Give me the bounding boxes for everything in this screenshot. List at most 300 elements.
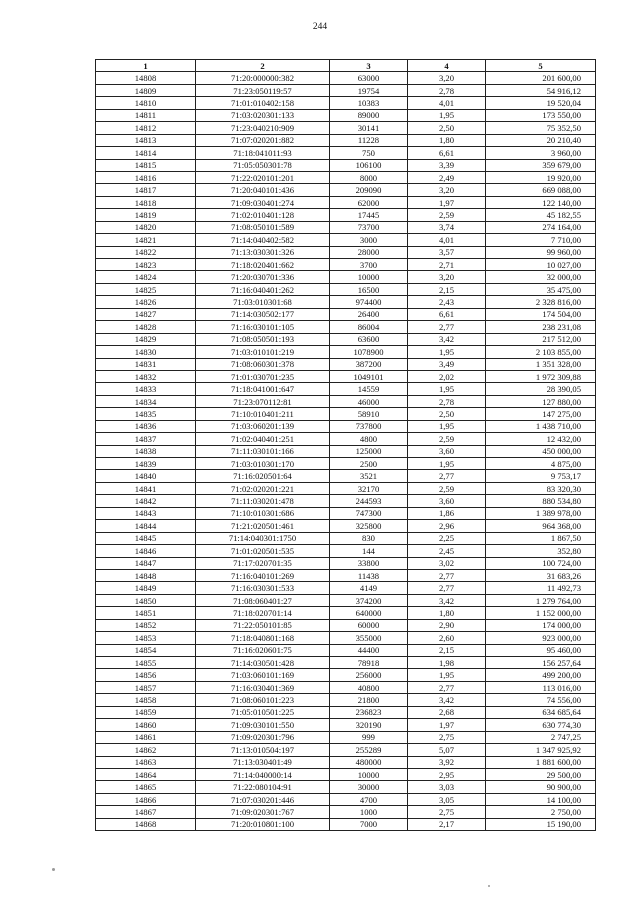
cell-cadastral-number: 71:16:040401:262 <box>196 283 330 295</box>
cell-area: 10000 <box>330 271 408 283</box>
table-row <box>96 470 596 482</box>
cell-row-number: 14827 <box>96 308 196 320</box>
cell-cadastral-value: 499 200,00 <box>486 669 596 681</box>
table-row <box>96 134 596 146</box>
cell-cadastral-number: 71:16:030301:533 <box>196 582 330 594</box>
cell-row-number: 14845 <box>96 532 196 544</box>
cell-area: 63000 <box>330 72 408 84</box>
cell-area: 62000 <box>330 196 408 208</box>
cell-cadastral-number: 71:22:080104:91 <box>196 781 330 793</box>
table-row <box>96 706 596 718</box>
cell-rate: 2,95 <box>408 768 486 780</box>
table-row <box>96 582 596 594</box>
cell-area: 106100 <box>330 159 408 171</box>
cell-cadastral-value: 964 368,00 <box>486 520 596 532</box>
cell-row-number: 14810 <box>96 97 196 109</box>
table-row <box>96 408 596 420</box>
table-row <box>96 768 596 780</box>
cell-area: 4800 <box>330 433 408 445</box>
cell-row-number: 14868 <box>96 818 196 830</box>
cell-area: 1078900 <box>330 346 408 358</box>
cell-rate: 1,97 <box>408 196 486 208</box>
cell-cadastral-number: 71:20:030701:336 <box>196 271 330 283</box>
cell-area: 3000 <box>330 234 408 246</box>
cell-area: 46000 <box>330 395 408 407</box>
table-row <box>96 545 596 557</box>
table-row <box>96 72 596 84</box>
cell-area: 86004 <box>330 321 408 333</box>
table-body <box>96 72 596 831</box>
cell-row-number: 14848 <box>96 569 196 581</box>
cell-row-number: 14824 <box>96 271 196 283</box>
cell-rate: 2,50 <box>408 408 486 420</box>
cell-cadastral-number: 71:14:040402:582 <box>196 234 330 246</box>
cell-row-number: 14850 <box>96 594 196 606</box>
cell-rate: 1,80 <box>408 134 486 146</box>
cell-cadastral-number: 71:16:030401:369 <box>196 681 330 693</box>
table-row <box>96 594 596 606</box>
table-row <box>96 97 596 109</box>
cell-cadastral-number: 71:07:030201:446 <box>196 793 330 805</box>
cell-area: 4149 <box>330 582 408 594</box>
cell-rate: 1,95 <box>408 383 486 395</box>
scan-speck <box>52 868 55 871</box>
cell-cadastral-value: 1 881 600,00 <box>486 756 596 768</box>
cell-cadastral-number: 71:08:060101:223 <box>196 694 330 706</box>
cell-row-number: 14834 <box>96 395 196 407</box>
cell-cadastral-value: 174 000,00 <box>486 619 596 631</box>
cell-row-number: 14813 <box>96 134 196 146</box>
table-row <box>96 321 596 333</box>
table-row <box>96 109 596 121</box>
cell-area: 144 <box>330 545 408 557</box>
cell-cadastral-value: 156 257,64 <box>486 657 596 669</box>
cell-cadastral-number: 71:11:030201:478 <box>196 495 330 507</box>
cell-row-number: 14828 <box>96 321 196 333</box>
cell-cadastral-number: 71:22:050101:85 <box>196 619 330 631</box>
cell-cadastral-value: 20 210,40 <box>486 134 596 146</box>
cell-cadastral-value: 2 750,00 <box>486 806 596 818</box>
cell-row-number: 14822 <box>96 246 196 258</box>
cell-rate: 2,77 <box>408 582 486 594</box>
cell-rate: 3,60 <box>408 495 486 507</box>
cell-rate: 3,74 <box>408 221 486 233</box>
cell-area: 10000 <box>330 768 408 780</box>
cell-row-number: 14855 <box>96 657 196 669</box>
cell-rate: 2,68 <box>408 706 486 718</box>
cell-cadastral-value: 54 916,12 <box>486 84 596 96</box>
cell-area: 999 <box>330 731 408 743</box>
cell-area: 747300 <box>330 507 408 519</box>
table-row <box>96 607 596 619</box>
cell-area: 325800 <box>330 520 408 532</box>
column-header-5: 5 <box>486 60 596 72</box>
cell-cadastral-number: 71:08:060301:378 <box>196 358 330 370</box>
table-row <box>96 557 596 569</box>
cell-rate: 4,01 <box>408 234 486 246</box>
cell-rate: 2,49 <box>408 171 486 183</box>
cell-rate: 2,90 <box>408 619 486 631</box>
cell-cadastral-value: 35 475,00 <box>486 283 596 295</box>
cell-area: 21800 <box>330 694 408 706</box>
cell-cadastral-value: 99 960,00 <box>486 246 596 258</box>
cell-rate: 1,95 <box>408 458 486 470</box>
cell-area: 11228 <box>330 134 408 146</box>
cell-area: 7000 <box>330 818 408 830</box>
cell-cadastral-number: 71:18:041011:93 <box>196 147 330 159</box>
table-row <box>96 420 596 432</box>
cell-rate: 2,43 <box>408 296 486 308</box>
table-row <box>96 433 596 445</box>
cell-cadastral-number: 71:13:030401:49 <box>196 756 330 768</box>
table-row <box>96 196 596 208</box>
cell-cadastral-number: 71:23:040210:909 <box>196 122 330 134</box>
table-row <box>96 171 596 183</box>
cell-row-number: 14830 <box>96 346 196 358</box>
cell-cadastral-number: 71:16:020601:75 <box>196 644 330 656</box>
cell-cadastral-value: 2 103 855,00 <box>486 346 596 358</box>
cell-cadastral-number: 71:16:040101:269 <box>196 569 330 581</box>
cell-row-number: 14854 <box>96 644 196 656</box>
table-row <box>96 569 596 581</box>
cell-area: 737800 <box>330 420 408 432</box>
table-row <box>96 520 596 532</box>
cell-area: 32170 <box>330 482 408 494</box>
cell-cadastral-number: 71:01:030701:235 <box>196 370 330 382</box>
cell-cadastral-value: 28 390,05 <box>486 383 596 395</box>
cell-area: 4700 <box>330 793 408 805</box>
cell-cadastral-number: 71:03:010301:68 <box>196 296 330 308</box>
cell-row-number: 14833 <box>96 383 196 395</box>
cell-cadastral-value: 238 231,08 <box>486 321 596 333</box>
cell-rate: 3,42 <box>408 333 486 345</box>
table-row <box>96 209 596 221</box>
cell-cadastral-number: 71:02:020201:221 <box>196 482 330 494</box>
cell-row-number: 14856 <box>96 669 196 681</box>
cell-rate: 6,61 <box>408 147 486 159</box>
cell-rate: 1,98 <box>408 657 486 669</box>
cell-row-number: 14817 <box>96 184 196 196</box>
cell-row-number: 14863 <box>96 756 196 768</box>
table-row <box>96 793 596 805</box>
cell-area: 125000 <box>330 445 408 457</box>
table-row <box>96 681 596 693</box>
cell-row-number: 14866 <box>96 793 196 805</box>
cell-cadastral-number: 71:10:010401:211 <box>196 408 330 420</box>
cell-area: 60000 <box>330 619 408 631</box>
table-row <box>96 756 596 768</box>
cell-rate: 3,20 <box>408 72 486 84</box>
cell-area: 30000 <box>330 781 408 793</box>
cell-cadastral-value: 201 600,00 <box>486 72 596 84</box>
table-row <box>96 644 596 656</box>
table-row <box>96 346 596 358</box>
cell-rate: 2,45 <box>408 545 486 557</box>
cell-rate: 3,60 <box>408 445 486 457</box>
cell-area: 640000 <box>330 607 408 619</box>
table-row <box>96 221 596 233</box>
cell-rate: 2,17 <box>408 818 486 830</box>
cell-rate: 2,02 <box>408 370 486 382</box>
cell-row-number: 14839 <box>96 458 196 470</box>
table-row <box>96 296 596 308</box>
cell-cadastral-number: 71:14:040000:14 <box>196 768 330 780</box>
cell-area: 73700 <box>330 221 408 233</box>
cell-row-number: 14819 <box>96 209 196 221</box>
cell-area: 3700 <box>330 259 408 271</box>
cell-cadastral-number: 71:16:020501:64 <box>196 470 330 482</box>
cell-rate: 1,80 <box>408 607 486 619</box>
cell-row-number: 14837 <box>96 433 196 445</box>
cell-area: 14559 <box>330 383 408 395</box>
cell-cadastral-number: 71:10:010301:686 <box>196 507 330 519</box>
cell-row-number: 14816 <box>96 171 196 183</box>
cell-row-number: 14864 <box>96 768 196 780</box>
cell-rate: 6,61 <box>408 308 486 320</box>
table-row <box>96 657 596 669</box>
cell-cadastral-number: 71:01:010402:158 <box>196 97 330 109</box>
cadastral-value-table <box>95 59 596 831</box>
cell-cadastral-number: 71:20:000000:382 <box>196 72 330 84</box>
cell-cadastral-number: 71:11:030101:166 <box>196 445 330 457</box>
cell-row-number: 14836 <box>96 420 196 432</box>
cell-cadastral-number: 71:07:020201:882 <box>196 134 330 146</box>
table-row <box>96 395 596 407</box>
cell-row-number: 14840 <box>96 470 196 482</box>
cell-area: 2500 <box>330 458 408 470</box>
cell-row-number: 14829 <box>96 333 196 345</box>
cell-cadastral-value: 19 520,04 <box>486 97 596 109</box>
table-row <box>96 333 596 345</box>
table-row <box>96 507 596 519</box>
cell-area: 58910 <box>330 408 408 420</box>
cell-row-number: 14832 <box>96 370 196 382</box>
cell-row-number: 14815 <box>96 159 196 171</box>
cell-rate: 2,50 <box>408 122 486 134</box>
cell-area: 89000 <box>330 109 408 121</box>
cell-cadastral-value: 1 438 710,00 <box>486 420 596 432</box>
cell-cadastral-value: 14 100,00 <box>486 793 596 805</box>
cell-cadastral-value: 352,80 <box>486 545 596 557</box>
cell-cadastral-value: 11 492,73 <box>486 582 596 594</box>
cell-cadastral-value: 634 685,64 <box>486 706 596 718</box>
cell-cadastral-value: 1 867,50 <box>486 532 596 544</box>
cell-cadastral-value: 147 275,00 <box>486 408 596 420</box>
cell-row-number: 14809 <box>96 84 196 96</box>
cell-rate: 3,42 <box>408 694 486 706</box>
cell-row-number: 14823 <box>96 259 196 271</box>
cell-area: 374200 <box>330 594 408 606</box>
cell-cadastral-value: 923 000,00 <box>486 632 596 644</box>
cell-rate: 2,77 <box>408 681 486 693</box>
cell-row-number: 14865 <box>96 781 196 793</box>
cell-cadastral-number: 71:03:060201:139 <box>196 420 330 432</box>
cell-cadastral-number: 71:20:040101:436 <box>196 184 330 196</box>
cell-rate: 2,78 <box>408 395 486 407</box>
cell-area: 320190 <box>330 719 408 731</box>
cell-rate: 2,15 <box>408 644 486 656</box>
cell-rate: 1,86 <box>408 507 486 519</box>
cell-cadastral-number: 71:08:060401:27 <box>196 594 330 606</box>
cell-cadastral-value: 45 182,55 <box>486 209 596 221</box>
cell-rate: 1,95 <box>408 109 486 121</box>
cell-row-number: 14862 <box>96 744 196 756</box>
cell-cadastral-value: 74 556,00 <box>486 694 596 706</box>
table-row <box>96 308 596 320</box>
cell-area: 480000 <box>330 756 408 768</box>
cell-cadastral-value: 90 900,00 <box>486 781 596 793</box>
cell-rate: 1,95 <box>408 346 486 358</box>
cell-cadastral-number: 71:03:060101:169 <box>196 669 330 681</box>
cell-area: 236823 <box>330 706 408 718</box>
cell-cadastral-value: 1 389 978,00 <box>486 507 596 519</box>
cell-area: 750 <box>330 147 408 159</box>
cell-area: 40800 <box>330 681 408 693</box>
cell-cadastral-value: 359 679,00 <box>486 159 596 171</box>
cell-row-number: 14818 <box>96 196 196 208</box>
cell-area: 209090 <box>330 184 408 196</box>
table-row <box>96 482 596 494</box>
table-row <box>96 719 596 731</box>
cell-rate: 2,59 <box>408 209 486 221</box>
cell-row-number: 14859 <box>96 706 196 718</box>
cell-area: 11438 <box>330 569 408 581</box>
scan-speck <box>488 885 490 887</box>
cell-rate: 5,07 <box>408 744 486 756</box>
table-row <box>96 246 596 258</box>
cell-area: 26400 <box>330 308 408 320</box>
cell-cadastral-value: 32 000,00 <box>486 271 596 283</box>
table-row <box>96 731 596 743</box>
cell-row-number: 14812 <box>96 122 196 134</box>
cell-cadastral-value: 75 352,50 <box>486 122 596 134</box>
cell-rate: 2,75 <box>408 806 486 818</box>
table-row <box>96 781 596 793</box>
cell-cadastral-number: 71:14:030501:428 <box>196 657 330 669</box>
cell-rate: 2,15 <box>408 283 486 295</box>
cell-cadastral-number: 71:03:010101:219 <box>196 346 330 358</box>
cell-rate: 2,77 <box>408 569 486 581</box>
cell-cadastral-value: 880 534,80 <box>486 495 596 507</box>
table-row <box>96 383 596 395</box>
cell-cadastral-number: 71:18:020701:14 <box>196 607 330 619</box>
cell-cadastral-value: 113 016,00 <box>486 681 596 693</box>
cell-area: 355000 <box>330 632 408 644</box>
cell-cadastral-value: 630 774,30 <box>486 719 596 731</box>
cell-rate: 3,02 <box>408 557 486 569</box>
table-header-row <box>96 60 596 72</box>
cell-row-number: 14808 <box>96 72 196 84</box>
cell-rate: 3,49 <box>408 358 486 370</box>
cell-cadastral-number: 71:08:050101:589 <box>196 221 330 233</box>
table-row <box>96 184 596 196</box>
cell-row-number: 14831 <box>96 358 196 370</box>
table-row <box>96 619 596 631</box>
cell-cadastral-value: 9 753,17 <box>486 470 596 482</box>
cell-cadastral-value: 450 000,00 <box>486 445 596 457</box>
cell-cadastral-value: 31 683,26 <box>486 569 596 581</box>
table-row <box>96 445 596 457</box>
cell-area: 256000 <box>330 669 408 681</box>
cell-rate: 1,97 <box>408 719 486 731</box>
cell-rate: 3,57 <box>408 246 486 258</box>
cell-rate: 2,77 <box>408 470 486 482</box>
cell-area: 244593 <box>330 495 408 507</box>
cell-cadastral-number: 71:09:030401:274 <box>196 196 330 208</box>
cell-area: 255289 <box>330 744 408 756</box>
cell-row-number: 14843 <box>96 507 196 519</box>
cell-rate: 3,39 <box>408 159 486 171</box>
cell-rate: 3,05 <box>408 793 486 805</box>
cell-rate: 4,01 <box>408 97 486 109</box>
table-row <box>96 495 596 507</box>
cell-cadastral-value: 669 088,00 <box>486 184 596 196</box>
cell-rate: 3,20 <box>408 184 486 196</box>
cell-cadastral-number: 71:05:050301:78 <box>196 159 330 171</box>
cell-row-number: 14825 <box>96 283 196 295</box>
cell-cadastral-number: 71:03:020301:133 <box>196 109 330 121</box>
cell-cadastral-value: 4 875,00 <box>486 458 596 470</box>
cell-area: 16500 <box>330 283 408 295</box>
cell-row-number: 14844 <box>96 520 196 532</box>
cell-row-number: 14852 <box>96 619 196 631</box>
table-row <box>96 84 596 96</box>
cell-cadastral-number: 71:09:020301:767 <box>196 806 330 818</box>
cell-cadastral-value: 174 504,00 <box>486 308 596 320</box>
cell-cadastral-value: 95 460,00 <box>486 644 596 656</box>
table-row <box>96 694 596 706</box>
cell-rate: 3,20 <box>408 271 486 283</box>
cell-row-number: 14821 <box>96 234 196 246</box>
cell-cadastral-number: 71:05:010501:225 <box>196 706 330 718</box>
cell-area: 830 <box>330 532 408 544</box>
cell-area: 30141 <box>330 122 408 134</box>
cell-row-number: 14811 <box>96 109 196 121</box>
cell-cadastral-value: 100 724,00 <box>486 557 596 569</box>
cell-cadastral-value: 2 747,25 <box>486 731 596 743</box>
table-row <box>96 271 596 283</box>
table-row <box>96 632 596 644</box>
cell-area: 33800 <box>330 557 408 569</box>
cell-row-number: 14842 <box>96 495 196 507</box>
cell-row-number: 14820 <box>96 221 196 233</box>
cell-cadastral-value: 1 351 328,00 <box>486 358 596 370</box>
cell-row-number: 14846 <box>96 545 196 557</box>
table-row <box>96 122 596 134</box>
cell-cadastral-value: 1 972 309,88 <box>486 370 596 382</box>
cell-rate: 3,42 <box>408 594 486 606</box>
cell-area: 10383 <box>330 97 408 109</box>
cell-area: 44400 <box>330 644 408 656</box>
cell-cadastral-value: 1 279 764,00 <box>486 594 596 606</box>
cell-rate: 3,03 <box>408 781 486 793</box>
cell-area: 3521 <box>330 470 408 482</box>
table-row <box>96 458 596 470</box>
cell-rate: 1,95 <box>408 420 486 432</box>
cell-area: 8000 <box>330 171 408 183</box>
cell-row-number: 14853 <box>96 632 196 644</box>
cell-rate: 2,25 <box>408 532 486 544</box>
cell-cadastral-value: 173 550,00 <box>486 109 596 121</box>
cell-row-number: 14835 <box>96 408 196 420</box>
cell-rate: 2,96 <box>408 520 486 532</box>
cell-cadastral-number: 71:17:020701:35 <box>196 557 330 569</box>
cell-row-number: 14860 <box>96 719 196 731</box>
cell-area: 17445 <box>330 209 408 221</box>
cell-rate: 3,92 <box>408 756 486 768</box>
cell-cadastral-value: 2 328 816,00 <box>486 296 596 308</box>
cell-cadastral-number: 71:01:020501:535 <box>196 545 330 557</box>
